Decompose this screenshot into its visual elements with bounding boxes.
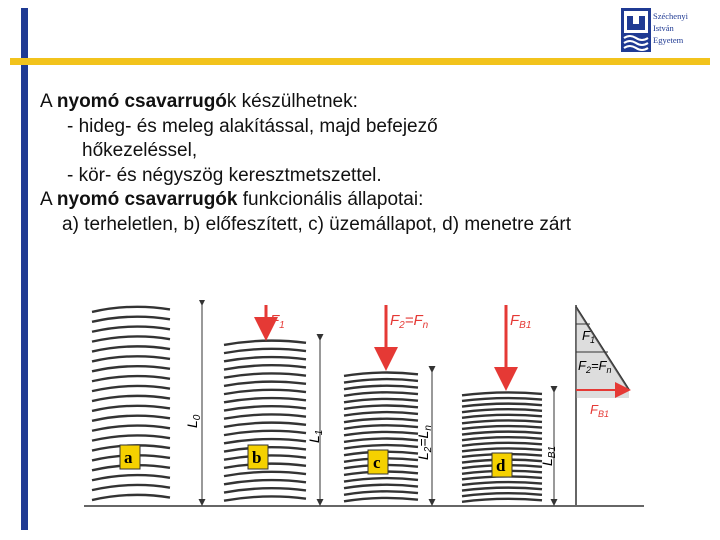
dim-L0-text: L	[184, 420, 200, 428]
coil-turn	[92, 426, 170, 431]
force-F2: F	[390, 312, 400, 329]
coil-turn	[92, 495, 170, 500]
svg-text:F1	[270, 312, 285, 331]
diag-FB1-sub: B1	[597, 409, 609, 419]
text-span: A	[40, 189, 57, 210]
coil-turn	[462, 415, 542, 418]
coil-turn	[224, 406, 306, 410]
force-F2-sub: 2	[399, 320, 405, 331]
coil-turn	[92, 376, 170, 381]
coil-turn	[224, 414, 306, 418]
text-line-4	[40, 164, 715, 189]
slide-body-text	[40, 90, 715, 237]
text-span: k készülhetnek:	[226, 91, 358, 112]
text-line-5	[40, 188, 715, 213]
coil-turn	[462, 493, 542, 496]
coil-turn	[462, 426, 542, 429]
coil-turn	[344, 491, 418, 494]
force-FB1: F	[510, 312, 520, 329]
text-line-6	[40, 213, 715, 238]
coil-turn	[344, 406, 418, 409]
bold-term: nyomó csavarrugó	[56, 91, 227, 112]
logo-wordmark	[653, 10, 688, 46]
coil-turn	[224, 341, 306, 345]
coil-turn	[92, 346, 170, 351]
coil-turn	[224, 496, 306, 500]
label-d: d	[496, 456, 506, 475]
label-c: c	[373, 453, 381, 472]
spring-a	[92, 307, 170, 500]
university-emblem-icon	[621, 8, 651, 52]
diag-F2-eq-sub: n	[606, 365, 612, 375]
coil-turn	[462, 448, 542, 451]
spring-states-figure	[84, 300, 644, 515]
svg-text:F2=Fn	[578, 358, 612, 375]
svg-text:L0	[184, 414, 203, 428]
coil-turn	[462, 420, 542, 423]
coil-turn	[224, 431, 306, 435]
dim-LB1-text: L	[539, 458, 555, 466]
force-F1: F	[270, 312, 280, 329]
coil-turn	[224, 480, 306, 484]
coil-turn	[92, 327, 170, 332]
coil-turn	[92, 406, 170, 411]
coil-turn	[344, 379, 418, 382]
dim-LB1-sub: B1	[547, 445, 558, 459]
diag-F2-sub: 2	[585, 365, 591, 375]
force-diagram	[576, 305, 629, 505]
svg-text:F2=Fn	[390, 312, 429, 331]
coil-turn	[224, 357, 306, 361]
diag-F1-sub: 1	[589, 335, 595, 345]
diag-F2-eq: =F	[590, 358, 607, 373]
coil-turn	[462, 409, 542, 412]
coil-turn	[224, 423, 306, 427]
coil-turn	[224, 439, 306, 443]
text-span: hőkezeléssel,	[82, 140, 198, 161]
svg-text:L2=Ln	[415, 425, 434, 460]
spring-c	[344, 305, 429, 501]
dim-L0-sub: 0	[192, 414, 203, 421]
coil-turn	[344, 478, 418, 481]
dim-L2-sub: 2	[423, 446, 434, 453]
coil-turn	[224, 373, 306, 377]
text-line-3	[40, 139, 715, 164]
coil-turn	[344, 412, 418, 415]
text-line-1	[40, 90, 715, 115]
logo-line-2: István	[653, 23, 674, 33]
coil-turn	[92, 485, 170, 490]
text-span: a) terheletlen, b) előfeszített, c) üzemállapot, d) menetre zárt	[62, 213, 572, 235]
label-a: a	[124, 448, 133, 467]
accent-vertical-bar	[21, 8, 28, 530]
dim-L1-text: L	[306, 435, 322, 443]
force-F1-sub: 1	[279, 320, 285, 331]
coil-turn	[92, 366, 170, 371]
text-span: funkcionális állapotai:	[237, 189, 424, 210]
dim-L2-text: L	[415, 452, 431, 460]
coil-turn	[462, 404, 542, 407]
coil-turn	[224, 382, 306, 386]
dim-L0	[184, 305, 203, 505]
spring-b	[224, 305, 306, 501]
coil-turn	[462, 392, 542, 395]
coil-turn	[462, 482, 542, 485]
coil-turn	[344, 439, 418, 442]
coil-turn	[344, 432, 418, 435]
coil-turn	[92, 356, 170, 361]
dim-L1-sub: 1	[314, 429, 325, 436]
coil-turn	[344, 386, 418, 389]
coil-turn	[92, 475, 170, 480]
text-line-2	[40, 115, 715, 140]
label-b: b	[252, 448, 262, 467]
university-logo	[621, 8, 711, 54]
dim-L2-eq-sub: n	[423, 425, 434, 431]
coil-turn	[92, 435, 170, 440]
coil-turn	[344, 445, 418, 448]
coil-turn	[224, 349, 306, 353]
diag-F2: F	[578, 358, 586, 373]
svg-text:F1	[582, 328, 595, 345]
force-F2-eq: =F	[404, 312, 423, 329]
coil-turn	[462, 488, 542, 491]
bold-term: nyomó csavarrugók	[56, 189, 238, 210]
coil-turn	[344, 498, 418, 501]
text-span: - kör- és négyszög keresztmetszettel.	[67, 164, 382, 186]
svg-text:L1	[306, 430, 325, 443]
spring-d	[462, 305, 542, 502]
text-span: - hideg- és meleg alakítással, majd befejező	[67, 115, 438, 137]
coil-turn	[462, 432, 542, 435]
coil-turn	[92, 336, 170, 341]
coil-turn	[344, 419, 418, 422]
force-F2-eq-sub: n	[422, 320, 429, 331]
coil-turn	[92, 396, 170, 401]
coil-turn	[344, 399, 418, 402]
coil-turn	[462, 398, 542, 401]
coil-turn	[344, 373, 418, 376]
coil-turn	[344, 485, 418, 488]
logo-line-1: Széchenyi	[653, 11, 688, 21]
accent-horizontal-bar	[10, 58, 710, 65]
dim-L2	[415, 372, 434, 505]
coil-turn	[344, 392, 418, 395]
force-FB1-sub: B1	[519, 320, 532, 331]
svg-text:FB1	[590, 402, 609, 419]
coil-turn	[462, 437, 542, 440]
coil-turn	[224, 488, 306, 492]
dim-L2-eq: =L	[415, 430, 431, 447]
text-span: A	[40, 91, 57, 112]
coil-turn	[462, 443, 542, 446]
coil-turn	[344, 425, 418, 428]
coil-turn	[92, 386, 170, 391]
coil-turn	[224, 398, 306, 402]
coil-turn	[224, 365, 306, 369]
coil-turn	[92, 307, 170, 312]
coil-turn	[224, 390, 306, 394]
coil-turn	[92, 416, 170, 421]
diag-F1: F	[582, 328, 590, 343]
dim-L1	[306, 340, 325, 505]
coil-turn	[92, 317, 170, 322]
logo-line-3: Egyetem	[653, 35, 684, 45]
svg-text:FB1	[510, 312, 531, 331]
diag-FB1: F	[590, 402, 598, 417]
coil-turn	[224, 472, 306, 476]
coil-turn	[462, 499, 542, 502]
